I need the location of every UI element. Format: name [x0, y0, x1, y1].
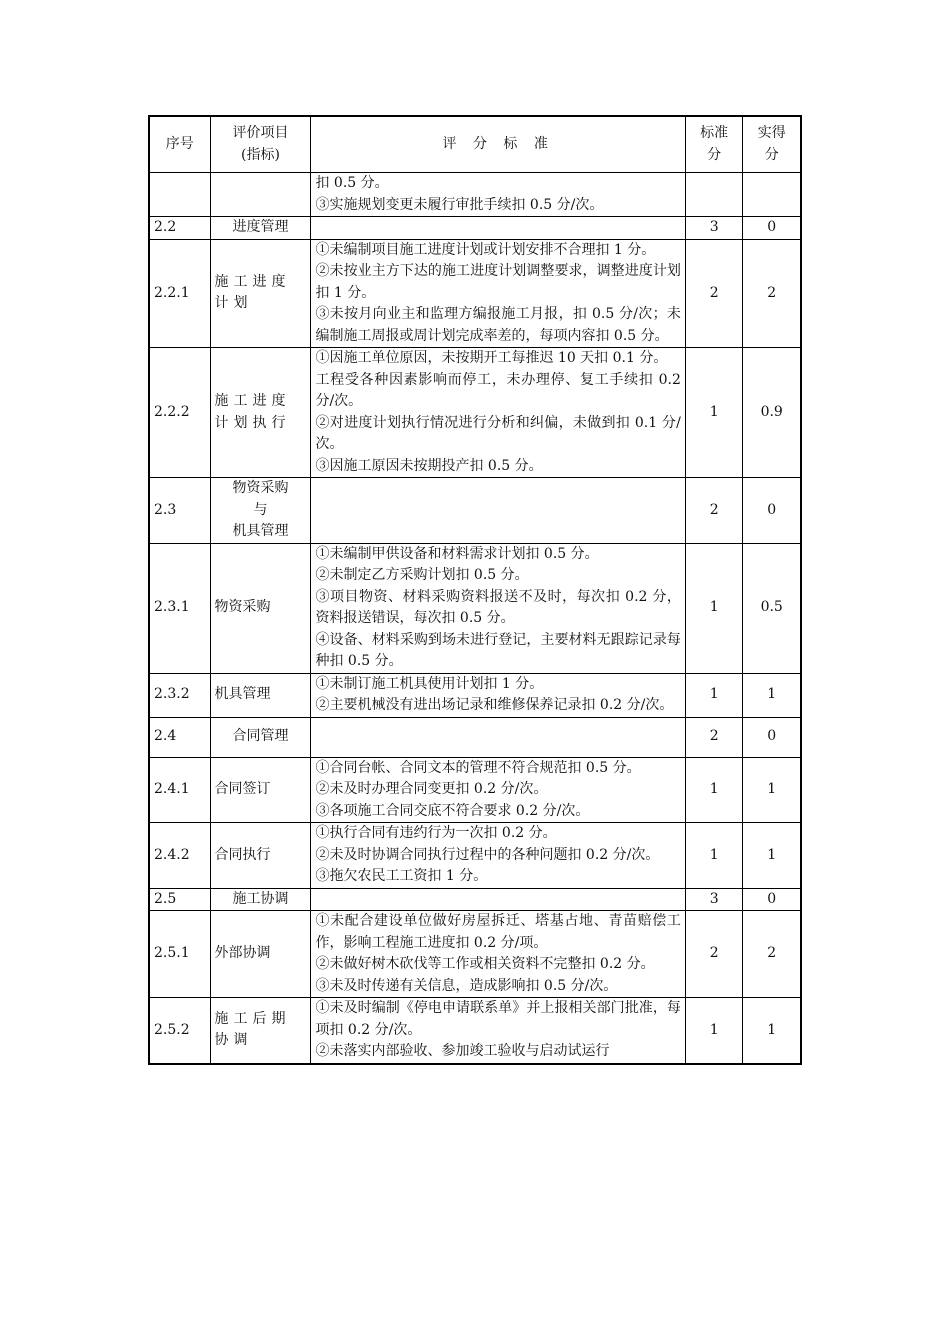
standard-line: ①未及时编制《停电申请联系单》并上报相关部门批准，每项扣 0.2 分/次。 [315, 1000, 681, 1038]
row-points: 1 [685, 673, 743, 717]
row-scored: 2 [743, 239, 801, 348]
row-seq: 2.3.1 [149, 543, 210, 673]
standard-line: 工程受各种因素影响而停工，未办理停、复工手续扣 0.2 分/次。 [315, 371, 681, 409]
row-scored: 0.9 [743, 348, 801, 478]
row-scored: 2 [743, 911, 801, 998]
row-standard [311, 823, 685, 889]
table-row [149, 478, 801, 544]
row-item-line: 机具管理 [232, 523, 289, 539]
row-item: 外部协调 [210, 911, 311, 998]
row-item [210, 173, 311, 217]
row-standard [311, 478, 685, 544]
table-row [149, 717, 801, 757]
header-item [210, 116, 311, 173]
table-row [149, 673, 801, 717]
row-points: 3 [685, 217, 743, 240]
standard-line: ②未做好树木砍伐等工作或相关资料不完整扣 0.2 分。 [315, 956, 655, 972]
row-standard [311, 217, 685, 240]
row-standard [311, 757, 685, 823]
table-row [149, 239, 801, 348]
row-points: 2 [685, 478, 743, 544]
row-standard [311, 717, 685, 757]
row-scored: 0 [743, 217, 801, 240]
standard-line: 扣 0.5 分。 [315, 175, 389, 191]
row-scored: 0.5 [743, 543, 801, 673]
table-row [149, 823, 801, 889]
row-standard [311, 888, 685, 911]
row-scored: 1 [743, 823, 801, 889]
standard-line: ③拖欠农民工工资扣 1 分。 [315, 868, 488, 884]
row-item: 施工进度计划 [210, 239, 311, 348]
row-scored: 1 [743, 673, 801, 717]
row-item-line: 与 [253, 501, 268, 518]
table-row [149, 543, 801, 673]
header-points-line1: 标准 [700, 125, 729, 141]
row-seq: 2.4.2 [149, 823, 210, 889]
row-standard [311, 998, 685, 1064]
standard-line: ①合同台帐、合同文本的管理不符合规范扣 0.5 分。 [315, 759, 641, 776]
row-item: 施工进度计划执行 [210, 348, 311, 478]
row-points: 2 [685, 239, 743, 348]
row-scored: 0 [743, 888, 801, 911]
row-seq: 2.5.2 [149, 998, 210, 1064]
header-points-line2: 分 [707, 146, 722, 163]
row-item: 物资采购 [210, 543, 311, 673]
row-seq: 2.2.1 [149, 239, 210, 348]
table-row [149, 173, 801, 217]
standard-line: ④设备、材料采购到场未进行登记，主要材料无跟踪记录每种扣 0.5 分。 [315, 631, 681, 669]
standard-line: ③未及时传递有关信息，造成影响扣 0.5 分/次。 [315, 977, 618, 994]
row-item: 施工协调 [210, 888, 311, 911]
row-points: 1 [685, 543, 743, 673]
standard-line: ③项目物资、材料采购资料报送不及时，每次扣 0.2 分，资料报送错误，每次扣 0.5 分。 [315, 588, 681, 626]
row-seq: 2.2 [149, 217, 210, 240]
header-scored [743, 116, 801, 173]
standard-line: ③各项施工合同交底不符合要求 0.2 分/次。 [315, 802, 590, 819]
standard-line: ①未配合建设单位做好房屋拆迁、塔基占地、青苗赔偿工作，影响工程施工进度扣 0.2 分/项。 [315, 913, 681, 951]
table-body [149, 173, 801, 1064]
row-seq: 2.3.2 [149, 673, 210, 717]
header-scored-line2: 分 [764, 146, 779, 163]
row-scored [743, 173, 801, 217]
header-scored-line1: 实得 [757, 125, 786, 141]
standard-line: ①因施工单位原因，未按期开工每推迟 10 天扣 0.1 分。 [315, 350, 668, 366]
table-row [149, 757, 801, 823]
header-item-line2: (指标) [241, 146, 280, 163]
row-scored: 1 [743, 757, 801, 823]
header-row [149, 116, 801, 173]
standard-line: ②未制定乙方采购计划扣 0.5 分。 [315, 567, 529, 583]
standard-line: ②对进度计划执行情况进行分析和纠偏，未做到扣 0.1 分/次。 [315, 414, 681, 452]
row-points: 3 [685, 888, 743, 911]
row-seq: 2.5 [149, 888, 210, 911]
row-scored: 0 [743, 717, 801, 757]
row-standard [311, 173, 685, 217]
row-points: 2 [685, 911, 743, 998]
table-row [149, 998, 801, 1064]
row-seq [149, 173, 210, 217]
row-item: 合同签订 [210, 757, 311, 823]
standard-line: ①未制订施工机具使用计划扣 1 分。 [315, 675, 544, 692]
row-standard [311, 543, 685, 673]
row-scored: 1 [743, 998, 801, 1064]
row-item-line: 物资采购 [232, 480, 289, 496]
standard-line: ③因施工原因未按期投产扣 0.5 分。 [315, 457, 543, 474]
header-points [685, 116, 743, 173]
standard-line: ③实施规划变更未履行审批手续扣 0.5 分/次。 [315, 196, 604, 213]
row-item: 进度管理 [210, 217, 311, 240]
row-points: 1 [685, 757, 743, 823]
table-row [149, 888, 801, 911]
header-seq: 序号 [149, 116, 210, 173]
row-seq: 2.5.1 [149, 911, 210, 998]
standard-line: ①执行合同有违约行为一次扣 0.2 分。 [315, 825, 557, 841]
standard-line: ②未及时协调合同执行过程中的各种问题扣 0.2 分/次。 [315, 846, 660, 863]
header-standard: 评 分 标 准 [311, 116, 685, 173]
scoring-table [148, 115, 802, 1065]
standard-line: ①未编制项目施工进度计划或计划安排不合理扣 1 分。 [315, 241, 656, 258]
standard-line: ②主要机械没有进出场记录和维修保养记录扣 0.2 分/次。 [315, 697, 674, 713]
row-points: 1 [685, 348, 743, 478]
row-seq: 2.3 [149, 478, 210, 544]
row-item: 机具管理 [210, 673, 311, 717]
row-item: 合同执行 [210, 823, 311, 889]
standard-line: ③未按月向业主和监理方编报施工月报，扣 0.5 分/次；未编制施工周报或周计划完成率差的，每项内容扣 0.5 分。 [315, 306, 681, 344]
standard-line: ②未落实内部验收、参加竣工验收与启动试运行 [315, 1043, 610, 1059]
standard-line: ①未编制甲供设备和材料需求计划扣 0.5 分。 [315, 545, 599, 562]
row-scored: 0 [743, 478, 801, 544]
row-item: 合同管理 [210, 717, 311, 757]
row-points: 1 [685, 823, 743, 889]
row-item [210, 478, 311, 544]
row-seq: 2.4.1 [149, 757, 210, 823]
row-standard [311, 673, 685, 717]
row-standard [311, 911, 685, 998]
row-item: 施工后期协调 [210, 998, 311, 1064]
row-standard [311, 348, 685, 478]
table-row [149, 217, 801, 240]
header-item-line1: 评价项目 [232, 125, 289, 141]
row-points: 2 [685, 717, 743, 757]
row-standard [311, 239, 685, 348]
standard-line: ②未按业主方下达的施工进度计划调整要求，调整进度计划扣 1 分。 [315, 263, 681, 301]
standard-line: ②未及时办理合同变更扣 0.2 分/次。 [315, 781, 548, 797]
row-points: 1 [685, 998, 743, 1064]
row-points [685, 173, 743, 217]
table-row [149, 911, 801, 998]
row-seq: 2.2.2 [149, 348, 210, 478]
table-row [149, 348, 801, 478]
row-seq: 2.4 [149, 717, 210, 757]
